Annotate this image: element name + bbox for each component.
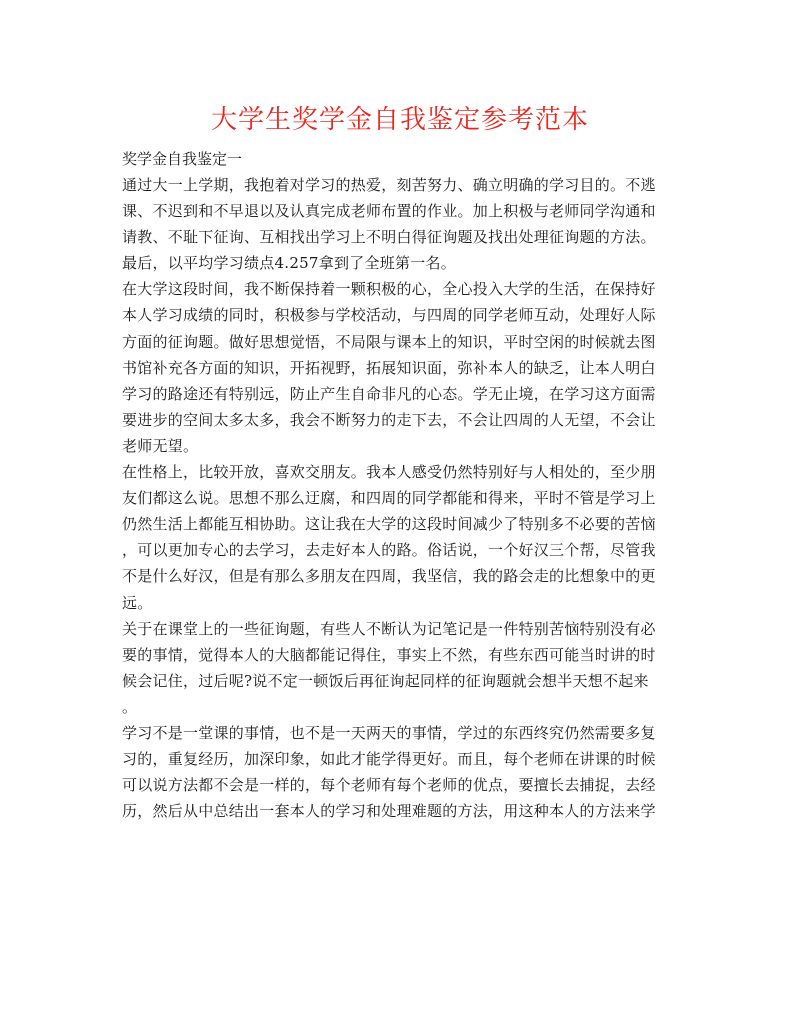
text-line: 课、不迟到和不早退以及认真完成老师布置的作业。加上积极与老师同学沟通和 xyxy=(122,202,656,221)
section-heading: 奖学金自我鉴定一 xyxy=(122,150,243,168)
text-line: ，可以更加专心的去学习，去走好本人的路。俗话说，一个好汉三个帮，尽管我 xyxy=(122,541,656,560)
text-line: 学习的路途还有特别远，防止产生自命非凡的心态。学无止境，在学习这方面需 xyxy=(122,384,656,403)
text-line: 方面的征询题。做好思想觉悟，不局限与课本上的知识，平时空闲的时候就去图 xyxy=(122,332,656,351)
text-line: 仍然生活上都能互相协助。这让我在大学的这段时间减少了特别多不必要的苦恼 xyxy=(122,515,656,534)
text-line: 学习不是一堂课的事情，也不是一天两天的事情，学过的东西终究仍然需要多复 xyxy=(122,723,656,742)
text-line: 不是什么好汉，但是有那么多朋友在四周，我坚信，我的路会走的比想象中的更 xyxy=(122,567,656,586)
text-line: 请教、不耻下征询、互相找出学习上不明白得征询题及找出处理征询题的方法。 xyxy=(122,228,656,247)
text-line: 可以说方法都不会是一样的，每个老师有每个老师的优点，要擅长去捕捉，去经 xyxy=(122,776,656,795)
text-line: 远。 xyxy=(122,593,153,612)
text-line: 要进步的空间太多太多，我会不断努力的走下去，不会让四周的人无望，不会让 xyxy=(122,410,656,429)
paragraph-4 xyxy=(122,616,678,720)
text-line: 本人学习成绩的同时，积极参与学校活动，与四周的同学老师互动，处理好人际 xyxy=(122,306,656,325)
text-line: 在大学这段时间，我不断保持着一颗积极的心，全心投入大学的生活，在保持好 xyxy=(122,280,656,299)
text-line: 友们都这么说。思想不那么迂腐，和四周的同学都能和得来，平时不管是学习上 xyxy=(122,489,656,508)
text-line: 习的，重复经历，加深印象，如此才能学得更好。而且，每个老师在讲课的时候 xyxy=(122,750,656,769)
text-line: 在性格上，比较开放，喜欢交朋友。我本人感受仍然特别好与人相处的，至少朋 xyxy=(122,463,656,482)
document-title: 大学生奖学金自我鉴定参考范本 xyxy=(210,105,589,135)
text-line: 通过大一上学期，我抱着对学习的热爱，刻苦努力、确立明确的学习目的。不逃 xyxy=(122,176,656,194)
text-line: 候会记住，过后呢?说不定一顿饭后再征询起同样的征询题就会想半天想不起来 xyxy=(122,671,649,690)
text-line: 关于在课堂上的一些征询题，有些人不断认为记笔记是一件特别苦恼特别没有必 xyxy=(122,619,656,638)
text-line: 老师无望。 xyxy=(122,436,199,455)
paragraph-3 xyxy=(122,459,678,616)
text-line: 历，然后从中总结出一套本人的学习和处理难题的方法，用这种本人的方法来学 xyxy=(122,802,656,821)
text-line: 要的事情，觉得本人的大脑都能记得住，事实上不然，有些东西可能当时讲的时 xyxy=(122,645,656,664)
paragraph-5 xyxy=(122,720,678,824)
text-line: 。 xyxy=(122,697,138,716)
text-line: 最后，以平均学习绩点4.257拿到了全班第一名。 xyxy=(122,254,456,273)
paragraph-2 xyxy=(122,276,678,459)
document-body xyxy=(122,146,678,824)
paragraph-1 xyxy=(122,172,678,276)
text-line: 书馆补充各方面的知识，开拓视野，拓展知识面，弥补本人的缺乏，让本人明白 xyxy=(122,358,656,377)
